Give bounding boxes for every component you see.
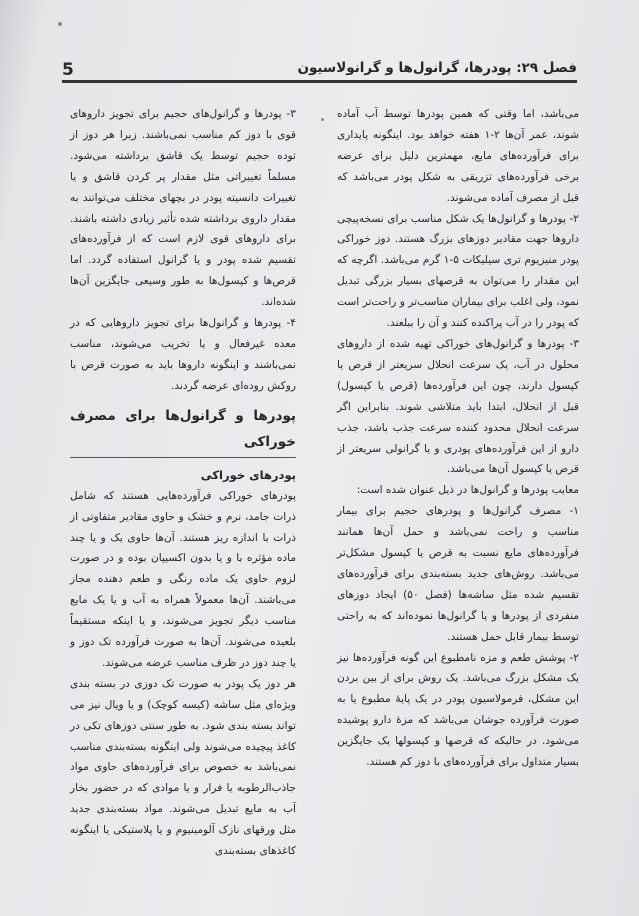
paragraph: ۲- پوشش طعم و مزه نامطبوع این گونه فرآورده‌ها نیز یک مشکل بزرگ می‌باشد. یک روش برای از بین بردن این مشکل، فرمولاسیون پودر در یک پایهٔ مطبوع یا به صورت فرآورده جوشان می‌باشد که مزهٔ دارو پوشیده می‌شود. در حالیکه که قرصها و کپسولها یک جایگزین بسیار متداول برای فرآورده‌های با دوز کم هستند. <box>337 651 579 769</box>
right-column <box>337 104 579 773</box>
subheading: پودرهای خوراکی <box>200 467 296 482</box>
paragraph: ۲- پودرها و گرانول‌ها یک شکل مناسب برای نسخه‌پیچی داروها جهت مقادیر دوزهای بزرگ هستند. دوز خوراکی پودر منیزیوم تری سیلیکات ۵-۱ گرم می‌باشد. اگرچه که این مقدار را می‌توان به قرصهای بسیار بزرگی تبدیل نمود، ولی اغلب برای بیماران مناسب‌تر و راحت‌تر است که پودر را در آب پراکنده کنند و آن را ببلعند. <box>337 212 579 330</box>
page-number: 5 <box>62 60 74 80</box>
scan-speck <box>321 118 324 121</box>
paragraph: می‌باشد، اما وقتی که همین پودرها توسط آب آماده شوند، عمر آن‌ها ۲-۱ هفته خواهد بود. اینگونه پایداری برای فرآورده‌های مایع، مهمترین دلیل برای عرضه برخی فرآورده‌های تزریقی به شکل پودر می‌باشد که قبل از مصرف آماده می‌شوند. <box>337 108 579 204</box>
header-rule <box>62 80 577 83</box>
paragraph: ۱- مصرف گرانول‌ها و پودرهای حجیم برای بیمار مناسب و راحت نمی‌باشد و حمل آن‌ها همانند فرآورده‌های مایع نسبت به قرص یا کپسول مشکل‌تر می‌باشد. روش‌های جدید بسته‌بندی برای فرآورده‌های تقسیم شده مثل ساشه‌ها (فصل ۵۰) ایجاد دوزهای منفردی از پودرها و یا گرانول‌ها نموده‌اند که به راحتی توسط بیمار قابل حمل هستند. <box>337 505 580 643</box>
paragraph: ۳- پودرها و گرانول‌های حجیم برای تجویز داروهای قوی با دوز کم مناسب نمی‌باشند. زیرا هر دوز از توده حجیم توسط یک قاشق برداشته می‌شود. مسلماً تغییراتی مثل مقدار پر کردن قاشق و یا تغییرات دانسیته پودر در بچهای مختلف می‌توانند به مقدار داروی برداشته شده تأثیر زیادی داشته باشند. برای داروهای قوی لازم است که از فرآورده‌های تقسیم شده پودر و یا گرانول استفاده گردد. اما قرص‌ها و کپسول‌ها به طور وسیعی جایگزین آن‌ها شده‌اند. <box>70 108 296 309</box>
chapter-title: فصل ۲۹: پودرها، گرانول‌ها و گرانولاسیون <box>297 60 577 76</box>
paragraph: پودرهای خوراکی فرآورده‌هایی هستند که شامل ذرات جامد، نرم و خشک و حاوی مقادیر متفاوتی از ذرات با اندازه ریز هستند. آن‌ها حاوی یک و یا چند ماده مؤثره با و یا بدون اکسیپان بوده و در صورت لزوم حاوی یک ماده رنگی و طعم دهنده مجاز می‌باشند. آن‌ها معمولاً همراه به آب و یا یک مایع مناسب دیگر تجویز می‌شوند، و یا اینکه مستقیماً بلعیده می‌شوند. آن‌ها به صورت فرآورده تک دوز و یا چند دوز در ظرف مناسب عرضه می‌شوند. <box>70 489 296 669</box>
paragraph: ۳- پودرها و گرانول‌های خوراکی تهیه شده از داروهای محلول در آب، یک سرعت انحلال سریعتر از قرص یا کپسول دارند، چون این فرآورده‌ها (قرص یا کپسول) قبل از انحلال، ابتدا باید متلاشی شوند. بنابراین اگر سرعت انحلال محدود کننده سرعت جذب باشد، جذب دارو از این فرآورده‌های پودری و یا گرانولی سریعتر از قرص یا کپسول آن‌ها می‌باشد. <box>337 337 579 476</box>
paragraph: معایب پودرها و گرانول‌ها در ذیل عنوان شده است: <box>356 484 579 497</box>
section-heading: پودرها و گرانول‌ها برای مصرف خوراکی <box>70 407 296 450</box>
paragraph: ۴- پودرها و گرانول‌ها برای تجویز داروهایی که در معده غیرفعال و یا تخریب می‌شوند، مناسب نمی‌باشند و اینگونه داروها باید به صورت قرص با روکش روده‌ای عرضه گردند. <box>70 317 296 392</box>
section-heading-rule <box>70 457 296 458</box>
left-column <box>70 104 296 862</box>
paragraph: هر دوز یک پودر به صورت تک دوزی در بسته بندی ویژه‌ای مثل ساشه (کیسه کوچک) و یا ویال نیز می تواند بسته بندی شود. به طور سنتی دوزهای تکی در کاغذ پیچیده می‌شوند ولی اینگونه بسته‌بندی مناسب نمی‌باشد به خصوص برای فرآورده‌های حاوی مواد جاذب‌الرطوبه یا فرار و یا موادی که در حضور بخار آب به مایع تبدیل می‌شوند. مواد بسته‌بندی جدید مثل ورقهای نازک آلومینیوم و یا پلاستیکی یا اینگونه کاغذهای بسته‌بندی <box>70 677 296 858</box>
scan-speck <box>58 22 62 26</box>
